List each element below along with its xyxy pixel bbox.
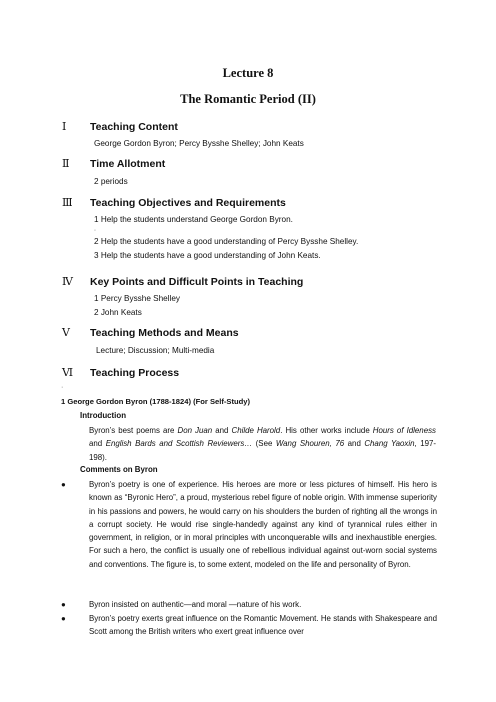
- bullet-item: [61, 598, 437, 611]
- text-run: Byron’s best poems are: [89, 426, 178, 435]
- body-line: George Gordon Byron; Percy Bysshe Shelley; John Keats: [94, 139, 304, 148]
- section-body-content: [94, 137, 304, 151]
- introduction-label: Introduction: [80, 411, 127, 420]
- bullet-icon: ●: [61, 480, 66, 489]
- section-numeral: Ⅳ: [62, 275, 73, 288]
- section-heading-content: [62, 120, 178, 133]
- body-line: 2 John Keats: [94, 308, 142, 317]
- stray-mark: ◦: [94, 228, 97, 234]
- section-numeral: Ⅲ: [62, 196, 73, 209]
- section-title: Teaching Objectives and Requirements: [90, 197, 286, 209]
- section-numeral: Ⅱ: [62, 157, 70, 170]
- introduction-paragraph: [89, 424, 436, 464]
- section-title: Key Points and Difficult Points in Teaching: [90, 276, 304, 288]
- stray-mark: ·: [61, 384, 64, 391]
- body-line: 1 Help the students understand George Gordon Byron.: [94, 215, 293, 224]
- body-line: 2 Help the students have a good understanding of Percy Bysshe Shelley.: [94, 237, 359, 246]
- body-line: 2 periods: [94, 177, 128, 186]
- section-heading-objectives: [62, 196, 286, 209]
- section-numeral: Ⅴ: [62, 326, 70, 339]
- section-title: Time Allotment: [90, 158, 166, 170]
- work-title: Hours of Idleness: [372, 426, 436, 435]
- bullet-icon: ●: [61, 600, 66, 609]
- reference-author: Wang Shouren, 76: [275, 439, 345, 449]
- section-numeral: Ⅵ: [62, 366, 74, 379]
- section-title: Teaching Methods and Means: [90, 327, 239, 339]
- bullet-icon: ●: [61, 614, 66, 623]
- section-title: Teaching Process: [90, 367, 180, 379]
- bullet-item: [61, 478, 437, 571]
- section-heading-time: [62, 157, 165, 170]
- section-heading-methods: [62, 326, 239, 339]
- text-run: and: [212, 426, 232, 435]
- bullet-text: Byron insisted on authentic—and moral —nature of his work.: [89, 600, 302, 609]
- reference-author: Chang Yaoxin: [364, 439, 415, 449]
- section-body-methods: [96, 344, 214, 358]
- section-body-key-points: [94, 292, 180, 320]
- section-numeral: Ⅰ: [62, 120, 67, 133]
- bullet-text: Byron’s poetry exerts great influence on the Romantic Movement. He stands with Shakespeare and Scott among the British writers who exert great influence over: [89, 614, 437, 637]
- section-body-objectives: [94, 213, 358, 263]
- lecture-number: Lecture 8: [222, 66, 274, 80]
- section-body-time: [94, 175, 128, 189]
- body-line: 1 Percy Bysshe Shelley: [94, 294, 181, 303]
- text-run: . His other works include: [280, 426, 373, 435]
- byron-subheading: 1 George Gordon Byron (1788-1824) (For Self-Study): [61, 397, 251, 406]
- body-line: Lecture; Discussion; Multi-media: [96, 346, 215, 355]
- section-heading-process: [62, 366, 179, 379]
- work-title: Don Juan: [177, 426, 213, 435]
- comments-label: Comments on Byron: [80, 465, 158, 474]
- text-run: and: [344, 439, 365, 449]
- bullet-item: [61, 612, 437, 639]
- text-run: and: [89, 439, 106, 449]
- body-line: 3 Help the students have a good understanding of John Keats.: [94, 251, 321, 260]
- section-title: Teaching Content: [90, 121, 178, 133]
- work-title: English Bards and Scottish Reviewers…: [105, 439, 253, 449]
- text-run: , 197-198).: [89, 439, 437, 462]
- bullet-text: Byron’s poetry is one of experience. His heroes are more or less pictures of himself. His hero is known as “Byronic Hero”, a proud, mysterious rebel figure of noble origin. With immense superiority in his passions and powers, he would carry on his shoulders the burden of righting all the wrongs in a corrupt society. He would rise single-handedly against any kind of tyrannical rules either in government, in religion, or in moral principles with unconquerable wills and inexhaustible energies. For such a hero, the conflict is usually one of rebellious individual against out-worn social systems and conventions. The figure is, to some extent, modeled on the life and personality of Byron.: [89, 480, 437, 569]
- text-run: (See: [252, 439, 276, 449]
- work-title: Childe Harold: [231, 426, 281, 435]
- lecture-title: The Romantic Period (II): [180, 92, 316, 106]
- section-heading-key-points: [62, 275, 303, 288]
